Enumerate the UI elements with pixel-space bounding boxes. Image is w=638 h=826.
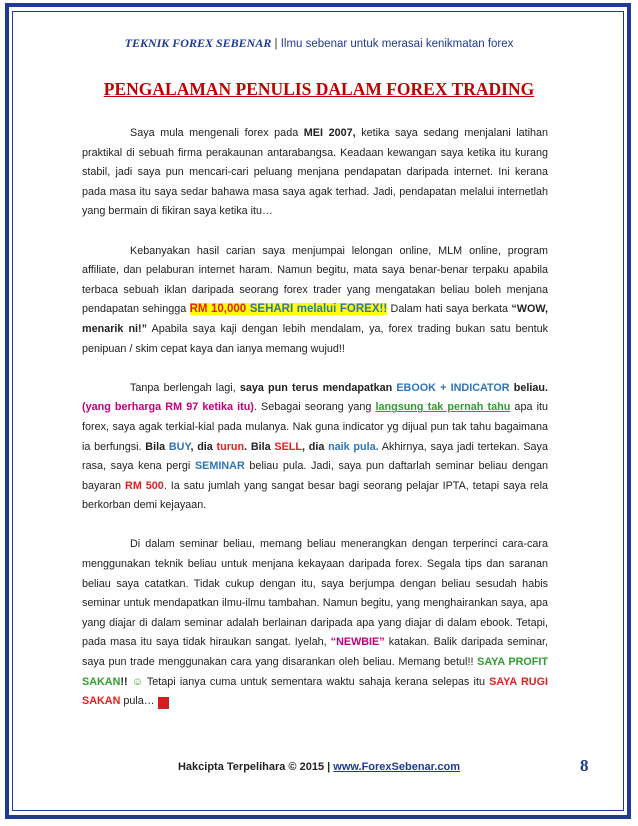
p4-text-3: Tetapi ianya cuma untuk sementara waktu sahaja kerana selepas itu (142, 675, 490, 688)
p3-text-5: beliau pula. Jadi, saya pun daftarlah seminar beliau dengan bayaran (82, 460, 548, 492)
p3-text-6: . Ia satu jumlah yang sangat besar bagi seorang pelajar IPTA, tetapi saya rela berkorban demi kejayaan. (82, 479, 548, 512)
p3-never-knew: langsung tak pernah tahu (375, 401, 511, 414)
p3-ebook-indicator: EBOOK + INDICATOR (392, 381, 510, 394)
p4-exclaim: !! (120, 675, 132, 688)
p3-text-2: . Sebagai seorang yang (253, 401, 376, 414)
p3-dia-1: , dia (190, 440, 217, 453)
p4-text-1: Di dalam seminar beliau, memang beliau menerangkan dengan terperinci cara-cara menggunakan teknik beliau untuk menjana kekayaan daripada forex. Segala tips dan saranan beliau saya catatkan. Tidak cukup dengan itu, saya berjumpa dengan beliau sesudah habis seminar untuk mendapatkan ilmu-ilmu tambahan. Namun begitu, yang menghairankan saya, apa yang diajar di dalam seminar adalah berlainan daripada apa yang diajar di dalam ebook. Tetapi, pada masa itu saya tidak hiraukan sangat. Iyelah, (82, 538, 548, 649)
header-separator: | (271, 38, 281, 50)
p3-seminar: SEMINAR (194, 460, 245, 473)
p3-buy: BUY (168, 440, 191, 453)
p3-text-3: apa itu forex, saya agak terkial-kial pada mulanya. Nak guna indicator yg dijual pun tak tahu bagaimana ia berfungsi. (82, 401, 548, 453)
p3-dia-2: , dia (302, 440, 329, 453)
paragraph-2 (82, 242, 548, 360)
page-number: 8 (580, 756, 589, 775)
header-tagline: Ilmu sebenar untuk merasai kenikmatan forex (280, 38, 514, 50)
paragraph-4 (82, 535, 548, 711)
p2-highlight-amount: RM 10,000 (189, 303, 247, 316)
p3-bold-1: saya pun terus mendapatkan (239, 381, 393, 394)
p2-highlight-forex: SEHARI melalui FOREX!! (246, 303, 388, 316)
paragraph-1 (82, 124, 548, 222)
smiley-icon: ☺ (131, 675, 143, 688)
p1-text-1: Saya mula mengenali forex pada (130, 127, 304, 139)
sad-face-icon: ☹ (158, 697, 169, 709)
p3-bila-2: . Bila (244, 440, 275, 453)
p3-price-note: (yang berharga RM 97 ketika itu) (82, 401, 254, 414)
p2-text-1: Kebanyakan hasil carian saya menjumpai lelongan online, MLM online, program affiliate, dan pelaburan internet haram. Namun begitu, mata saya benar-benar terpaku apabila terbaca sebuah iklan daripada seorang forex trader yang mengatakan beliau boleh menjana pendapatan sehingga (82, 244, 548, 316)
page-title: PENGALAMAN PENULIS DALAM FOREX TRADING (103, 79, 535, 99)
p4-text-2: katakan. Balik daripada seminar, saya pun trade menggunakan cara yang disarankan oleh beliau. Memang betul!! (82, 636, 549, 669)
p3-sell: SELL (274, 440, 302, 453)
p2-quote: “WOW, menarik ni!” (82, 303, 548, 335)
p2-text-3: Apabila saya kaji dengan lebih mendalam, ya, forex trading bukan satu bentuk penipuan / skim cepat kaya dan ianya memang wujud!! (82, 322, 549, 355)
p4-profit: SAYA PROFIT SAKAN (82, 656, 548, 688)
header-brand: TEKNIK FOREX SEBENAR (124, 36, 272, 50)
p3-rm500: RM 500 (125, 479, 164, 492)
page-footer (0, 761, 638, 773)
p1-date: MEI 2007, (303, 127, 356, 139)
p3-bila-1: Bila (145, 440, 169, 453)
page-header (0, 36, 638, 51)
article-body (82, 124, 548, 731)
footer-website-link[interactable]: www.ForexSebenar.com (333, 761, 461, 773)
p4-loss: SAYA RUGI SAKAN (82, 675, 548, 708)
p3-text-1: Tanpa berlengah lagi, (130, 381, 240, 394)
p4-text-4: pula… (120, 695, 158, 708)
paragraph-3 (82, 379, 548, 516)
p4-newbie: “NEWBIE” (330, 636, 385, 649)
p3-naik-pula: naik pula. (328, 440, 379, 453)
p3-turun: turun (216, 440, 245, 453)
footer-copyright: Hakcipta Terpelihara © 2015 | (177, 761, 334, 773)
p3-text-4: Akhirnya, saya jadi tertekan. Saya rasa, saya kena pergi (82, 440, 548, 473)
p3-bold-2: beliau. (509, 381, 548, 394)
p2-text-2: Dalam hati saya berkata (387, 303, 512, 316)
p1-text-2: ketika saya sedang menjalani latihan praktikal di sebuah firma perakaunan antarabangsa. Keadaan kewangan saya ketika itu kurang stabil, jadi saya pun mencari-cari peluang menjana pendapatan daripada internet. Ini kerana pada masa itu saya sedar bahawa masa saya agak terhad. Jadi, pendapatan melalui internetlah yang bermain di fikiran saya ketika itu… (82, 127, 549, 218)
